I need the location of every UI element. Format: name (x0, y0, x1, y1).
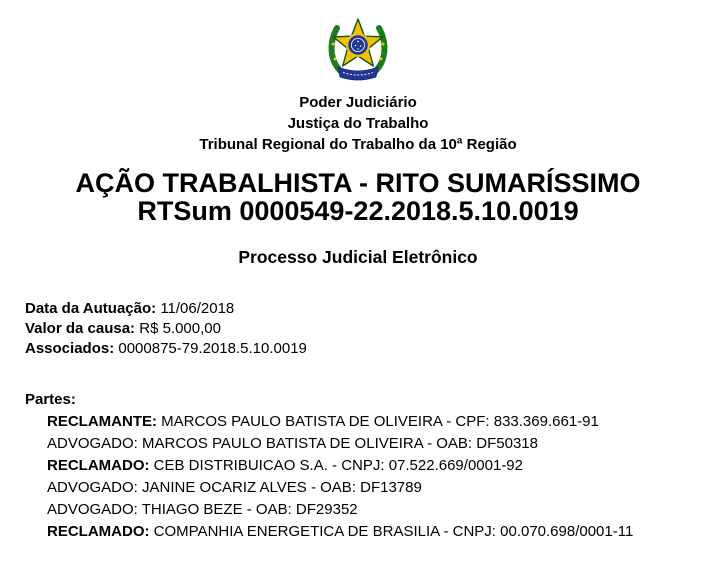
header-line-justica-do-trabalho: Justiça do Trabalho (287, 115, 429, 132)
metadata-field (25, 319, 701, 339)
parties-section (25, 389, 706, 543)
metadata-label: Associados: (25, 340, 115, 357)
metadata-label: Data da Autuação: (25, 300, 157, 317)
metadata-value: 0000875-79.2018.5.10.0019 (118, 340, 307, 357)
header-line-poder-judiciario: Poder Judiciário (299, 94, 417, 111)
party-row (25, 455, 706, 477)
system-name-subtitle: Processo Judicial Eletrônico (238, 247, 478, 267)
party-text: ADVOGADO: JANINE OCARIZ ALVES - OAB: DF13789 (47, 479, 422, 496)
metadata-value: 11/06/2018 (160, 300, 235, 317)
party-text: COMPANHIA ENERGETICA DE BRASILIA - CNPJ: 00.070.698/0001-11 (153, 523, 634, 540)
party-text: CEB DISTRIBUICAO S.A. - CNPJ: 07.522.669/0001-92 (153, 457, 523, 474)
party-row (25, 411, 706, 433)
coat-of-arms-brazil-icon (326, 17, 390, 83)
metadata-field (25, 339, 701, 359)
party-row (25, 521, 706, 543)
parties-list (25, 411, 706, 543)
case-title (0, 169, 716, 225)
party-role-label: RECLAMANTE: (47, 413, 157, 430)
party-role-label: RECLAMADO: (47, 523, 150, 540)
coat-of-arms-svg (326, 17, 390, 83)
case-metadata (25, 299, 701, 359)
party-row (25, 477, 706, 499)
metadata-field (25, 299, 701, 319)
party-text: MARCOS PAULO BATISTA DE OLIVEIRA - CPF: 833.369.661-91 (161, 413, 599, 430)
party-text: ADVOGADO: MARCOS PAULO BATISTA DE OLIVEIRA - OAB: DF50318 (47, 435, 538, 452)
metadata-value: R$ 5.000,00 (139, 320, 221, 337)
case-number-title: RTSum 0000549-22.2018.5.10.0019 (137, 196, 579, 226)
party-row (25, 499, 706, 521)
party-row (25, 433, 706, 455)
party-role-label: RECLAMADO: (47, 457, 150, 474)
parties-heading: Partes: (25, 391, 76, 408)
case-type-title: AÇÃO TRABALHISTA - RITO SUMARÍSSIMO (75, 168, 641, 198)
header-line-tribunal-regiao: Tribunal Regional do Trabalho da 10ª Região (199, 136, 517, 153)
court-header (0, 92, 716, 155)
metadata-label: Valor da causa: (25, 320, 136, 337)
party-text: ADVOGADO: THIAGO BEZE - OAB: DF29352 (47, 501, 358, 518)
